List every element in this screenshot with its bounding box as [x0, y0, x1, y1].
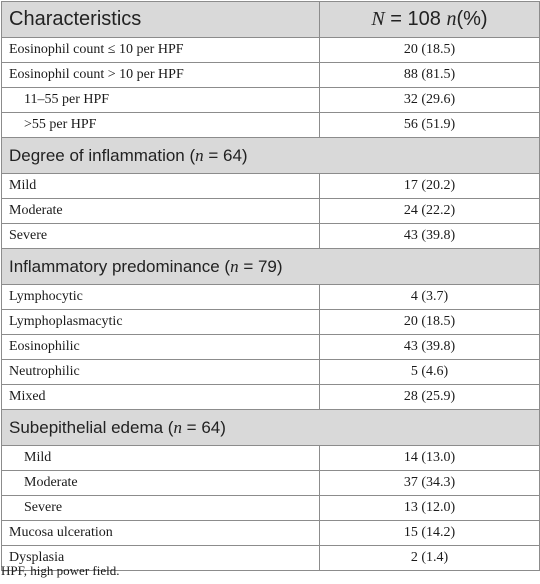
row-label: Moderate: [2, 199, 320, 224]
row-value: 20 (18.5): [320, 38, 540, 63]
row-label: Moderate: [2, 471, 320, 496]
section-suffix: = 79): [238, 256, 283, 276]
section-title: [2, 410, 540, 446]
table-row: [2, 471, 540, 496]
table-row: [2, 385, 540, 410]
table-row: [2, 285, 540, 310]
table-row: [2, 335, 540, 360]
row-label: Mild: [2, 174, 320, 199]
row-label: Eosinophilic: [2, 335, 320, 360]
row-value: 37 (34.3): [320, 471, 540, 496]
header-percent: (%): [456, 8, 488, 30]
row-label: Dysplasia: [2, 546, 320, 571]
header-n-symbol: n: [446, 8, 457, 30]
row-label: Eosinophil count > 10 per HPF: [2, 63, 320, 88]
table-row: [2, 360, 540, 385]
section-title: [2, 138, 540, 174]
section-prefix: Inflammatory predominance (: [9, 256, 231, 276]
row-label: Severe: [2, 496, 320, 521]
row-label: Lymphocytic: [2, 285, 320, 310]
table-row: [2, 38, 540, 63]
section-n-symbol: n: [230, 256, 239, 276]
row-label: Severe: [2, 224, 320, 249]
row-value: 4 (3.7): [320, 285, 540, 310]
row-value: 88 (81.5): [320, 63, 540, 88]
section-title: [2, 249, 540, 285]
row-label: Mixed: [2, 385, 320, 410]
table-row: [2, 174, 540, 199]
characteristics-table: [1, 1, 540, 571]
table-row: [2, 446, 540, 471]
row-value: 43 (39.8): [320, 335, 540, 360]
header-n-total-value: = 108: [384, 8, 447, 30]
row-label: Eosinophil count ≤ 10 per HPF: [2, 38, 320, 63]
row-value: 13 (12.0): [320, 496, 540, 521]
row-value: 20 (18.5): [320, 310, 540, 335]
row-value: 43 (39.8): [320, 224, 540, 249]
table-row: [2, 88, 540, 113]
table-row: [2, 199, 540, 224]
row-label: Mild: [2, 446, 320, 471]
row-value: 32 (29.6): [320, 88, 540, 113]
section-prefix: Degree of inflammation (: [9, 145, 196, 165]
table-footnote: HPF, high power field.: [1, 563, 120, 578]
section-suffix: = 64): [203, 145, 248, 165]
section-header-degree-of-inflammation: [2, 138, 540, 174]
row-label: 11–55 per HPF: [2, 88, 320, 113]
table-row: [2, 224, 540, 249]
section-n-symbol: n: [195, 145, 204, 165]
table-row: [2, 521, 540, 546]
row-value: 15 (14.2): [320, 521, 540, 546]
table-row: [2, 63, 540, 88]
row-label: Lymphoplasmacytic: [2, 310, 320, 335]
row-label: Neutrophilic: [2, 360, 320, 385]
header-n-total-symbol: N: [371, 8, 385, 30]
row-value: 2 (1.4): [320, 546, 540, 571]
row-value: 28 (25.9): [320, 385, 540, 410]
row-label: Mucosa ulceration: [2, 521, 320, 546]
section-header-subepithelial-edema: [2, 410, 540, 446]
table-row: [2, 310, 540, 335]
table-row: [2, 113, 540, 138]
row-value: 14 (13.0): [320, 446, 540, 471]
section-prefix: Subepithelial edema (: [9, 417, 174, 437]
header-characteristics: Characteristics: [2, 2, 320, 38]
row-value: 17 (20.2): [320, 174, 540, 199]
row-value: 5 (4.6): [320, 360, 540, 385]
header-n-percent: [320, 2, 540, 38]
table-row: [2, 496, 540, 521]
section-header-inflammatory-predominance: [2, 249, 540, 285]
row-value: 24 (22.2): [320, 199, 540, 224]
row-value: 56 (51.9): [320, 113, 540, 138]
table-header-row: [2, 2, 540, 38]
row-label: >55 per HPF: [2, 113, 320, 138]
section-suffix: = 64): [181, 417, 226, 437]
section-n-symbol: n: [173, 417, 182, 437]
